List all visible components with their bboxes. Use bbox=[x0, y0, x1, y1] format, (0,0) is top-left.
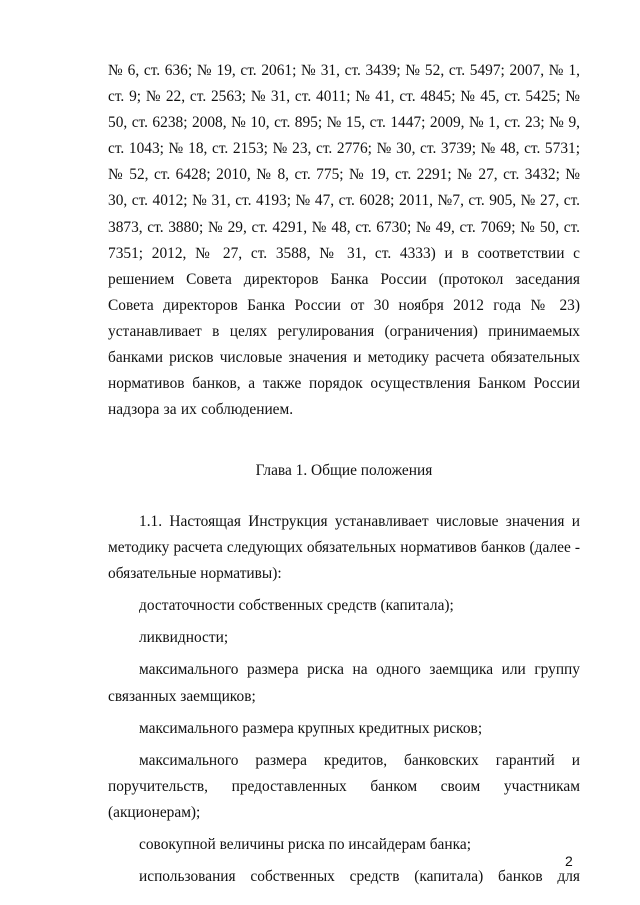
continuation-paragraph: № 6, ст. 636; № 19, ст. 2061; № 31, ст. 3439; № 52, ст. 5497; 2007, № 1, ст. 9; № 22, ст. 2563; № 31, ст. 4011; № 41, ст. 4845; № 45, ст. 5425; № 50, ст. 6238; 2008, № 10, ст. 895; № 15, ст. 1447; 2009, № 1, ст. 23; № 9, ст. 1043; № 18, ст. 2153; № 23, ст. 2776; № 30, ст. 3739; № 48, ст. 5731; № 52, ст. 6428; 2010, № 8, ст. 775; № 19, ст. 2291; № 27, ст. 3432; № 30, ст. 4012; № 31, ст. 4193; № 47, ст. 6028; 2011, №7, ст. 905, № 27, ст. 3873, ст. 3880; № 29, ст. 4291, № 48, ст. 6730; № 49, ст. 7069; № 50, ст. 7351; 2012, № 27, ст. 3588, № 31, ст. 4333) и в соответствии с решением Совета директоров Банка России (протокол заседания Совета директоров Банка России от 30 ноября 2012 года № 23) устанавливает в целях регулирования (ограничения) принимаемых банками рисков числовые значения и методику расчета обязательных нормативов банков, а также порядок осуществления Банком России надзора за их соблюдением. bbox=[108, 62, 580, 419]
list-item: использования собственных средств (капитала) банков для bbox=[139, 868, 580, 886]
list-item: максимального размера крупных кредитных рисков; bbox=[139, 719, 483, 737]
list-item: совокупной величины риска по инсайдерам банка; bbox=[139, 836, 471, 854]
section-intro-paragraph: 1.1. Настоящая Инструкция устанавливает числовые значения и методику расчета следующих обязательных нормативов банков (далее - обязательные нормативы): bbox=[108, 513, 580, 583]
list-item: максимального размера кредитов, банковских гарантий и поручительств, предоставленных банком своим участникам (акционерам); bbox=[108, 751, 580, 821]
list-item: ликвидности; bbox=[139, 629, 229, 647]
section-1-1 bbox=[108, 509, 580, 896]
list-item: достаточности собственных средств (капитала); bbox=[139, 597, 454, 615]
page-number: 2 bbox=[565, 853, 573, 869]
list-item: максимального размера риска на одного заемщика или группу связанных заемщиков; bbox=[108, 661, 580, 705]
chapter-heading: Глава 1. Общие положения bbox=[255, 462, 433, 479]
